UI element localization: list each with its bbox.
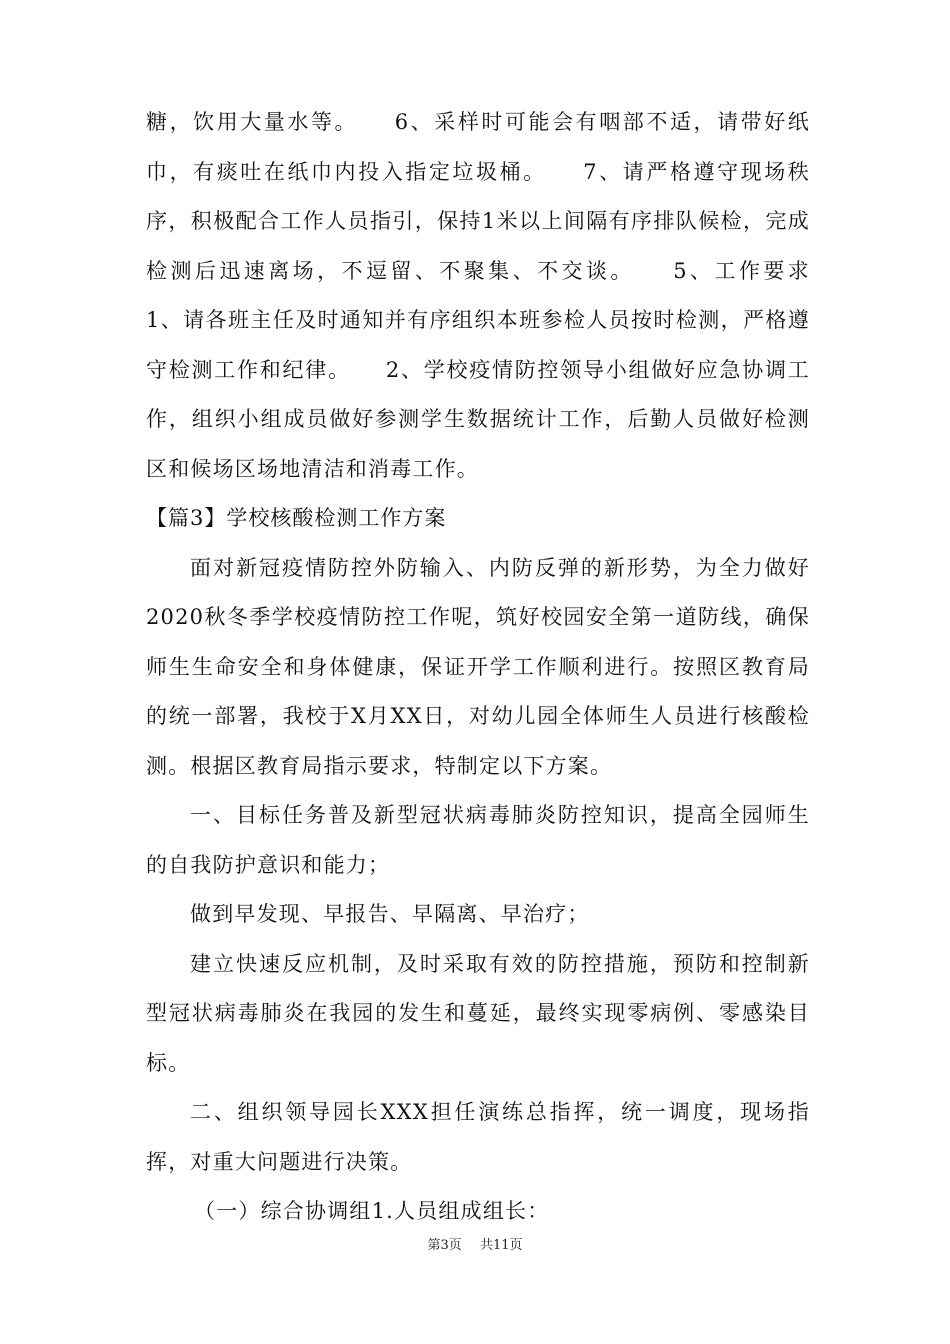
page-number-current: 第3页 xyxy=(427,1238,462,1253)
paragraph-response-mechanism: 建立快速反应机制，及时采取有效的防控措施，预防和控制新型冠状病毒肺炎在我园的发生和蔓延，最终实现零病例、零感染目标。 xyxy=(146,951,810,1075)
page-footer xyxy=(0,1234,950,1253)
section-heading: 【篇3】学校核酸检测工作方案 xyxy=(146,506,447,530)
paragraph-coordination-group: （一）综合协调组1.人员组成组长： xyxy=(194,1199,550,1223)
paragraph-organization: 二、组织领导园长XXX担任演练总指挥，统一调度，现场指挥，对重大问题进行决策。 xyxy=(146,1100,810,1174)
paragraph-intro: 面对新冠疫情防控外防输入、内防反弹的新形势，为全力做好2020秋冬季学校疫情防控工作呢，筑好校园安全第一道防线，确保师生生命安全和身体健康，保证开学工作顺利进行。按照区教育局的统一部署，我校于X月XX日，对幼儿园全体师生人员进行核酸检测。根据区教育局指示要求，特制定以下方案。 xyxy=(146,555,810,778)
paragraph-early-detection: 做到早发现、早报告、早隔离、早治疗； xyxy=(190,902,590,926)
document-body xyxy=(146,98,855,1237)
page-number-total: 共11页 xyxy=(479,1238,523,1253)
paragraph-continuation: 糖，饮用大量水等。 6、采样时可能会有咽部不适，请带好纸巾，有痰吐在纸巾内投入指定垃圾桶。 7、请严格遵守现场秩序，积极配合工作人员指引，保持1米以上间隔有序排队候检，完成检测后迅速离场，不逗留、不聚集、不交谈。 5、工作要求 1、请各班主任及时通知并有序组织本班参检人员按时检测，严格遵守检测工作和纪律。 2、学校疫情防控领导小组做好应急协调工作，组织小组成员做好参测学生数据统计工作，后勤人员做好检测区和候场区场地清洁和消毒工作。 xyxy=(146,110,855,481)
paragraph-goal: 一、目标任务普及新型冠状病毒肺炎防控知识，提高全园师生的自我防护意识和能力； xyxy=(146,803,810,877)
